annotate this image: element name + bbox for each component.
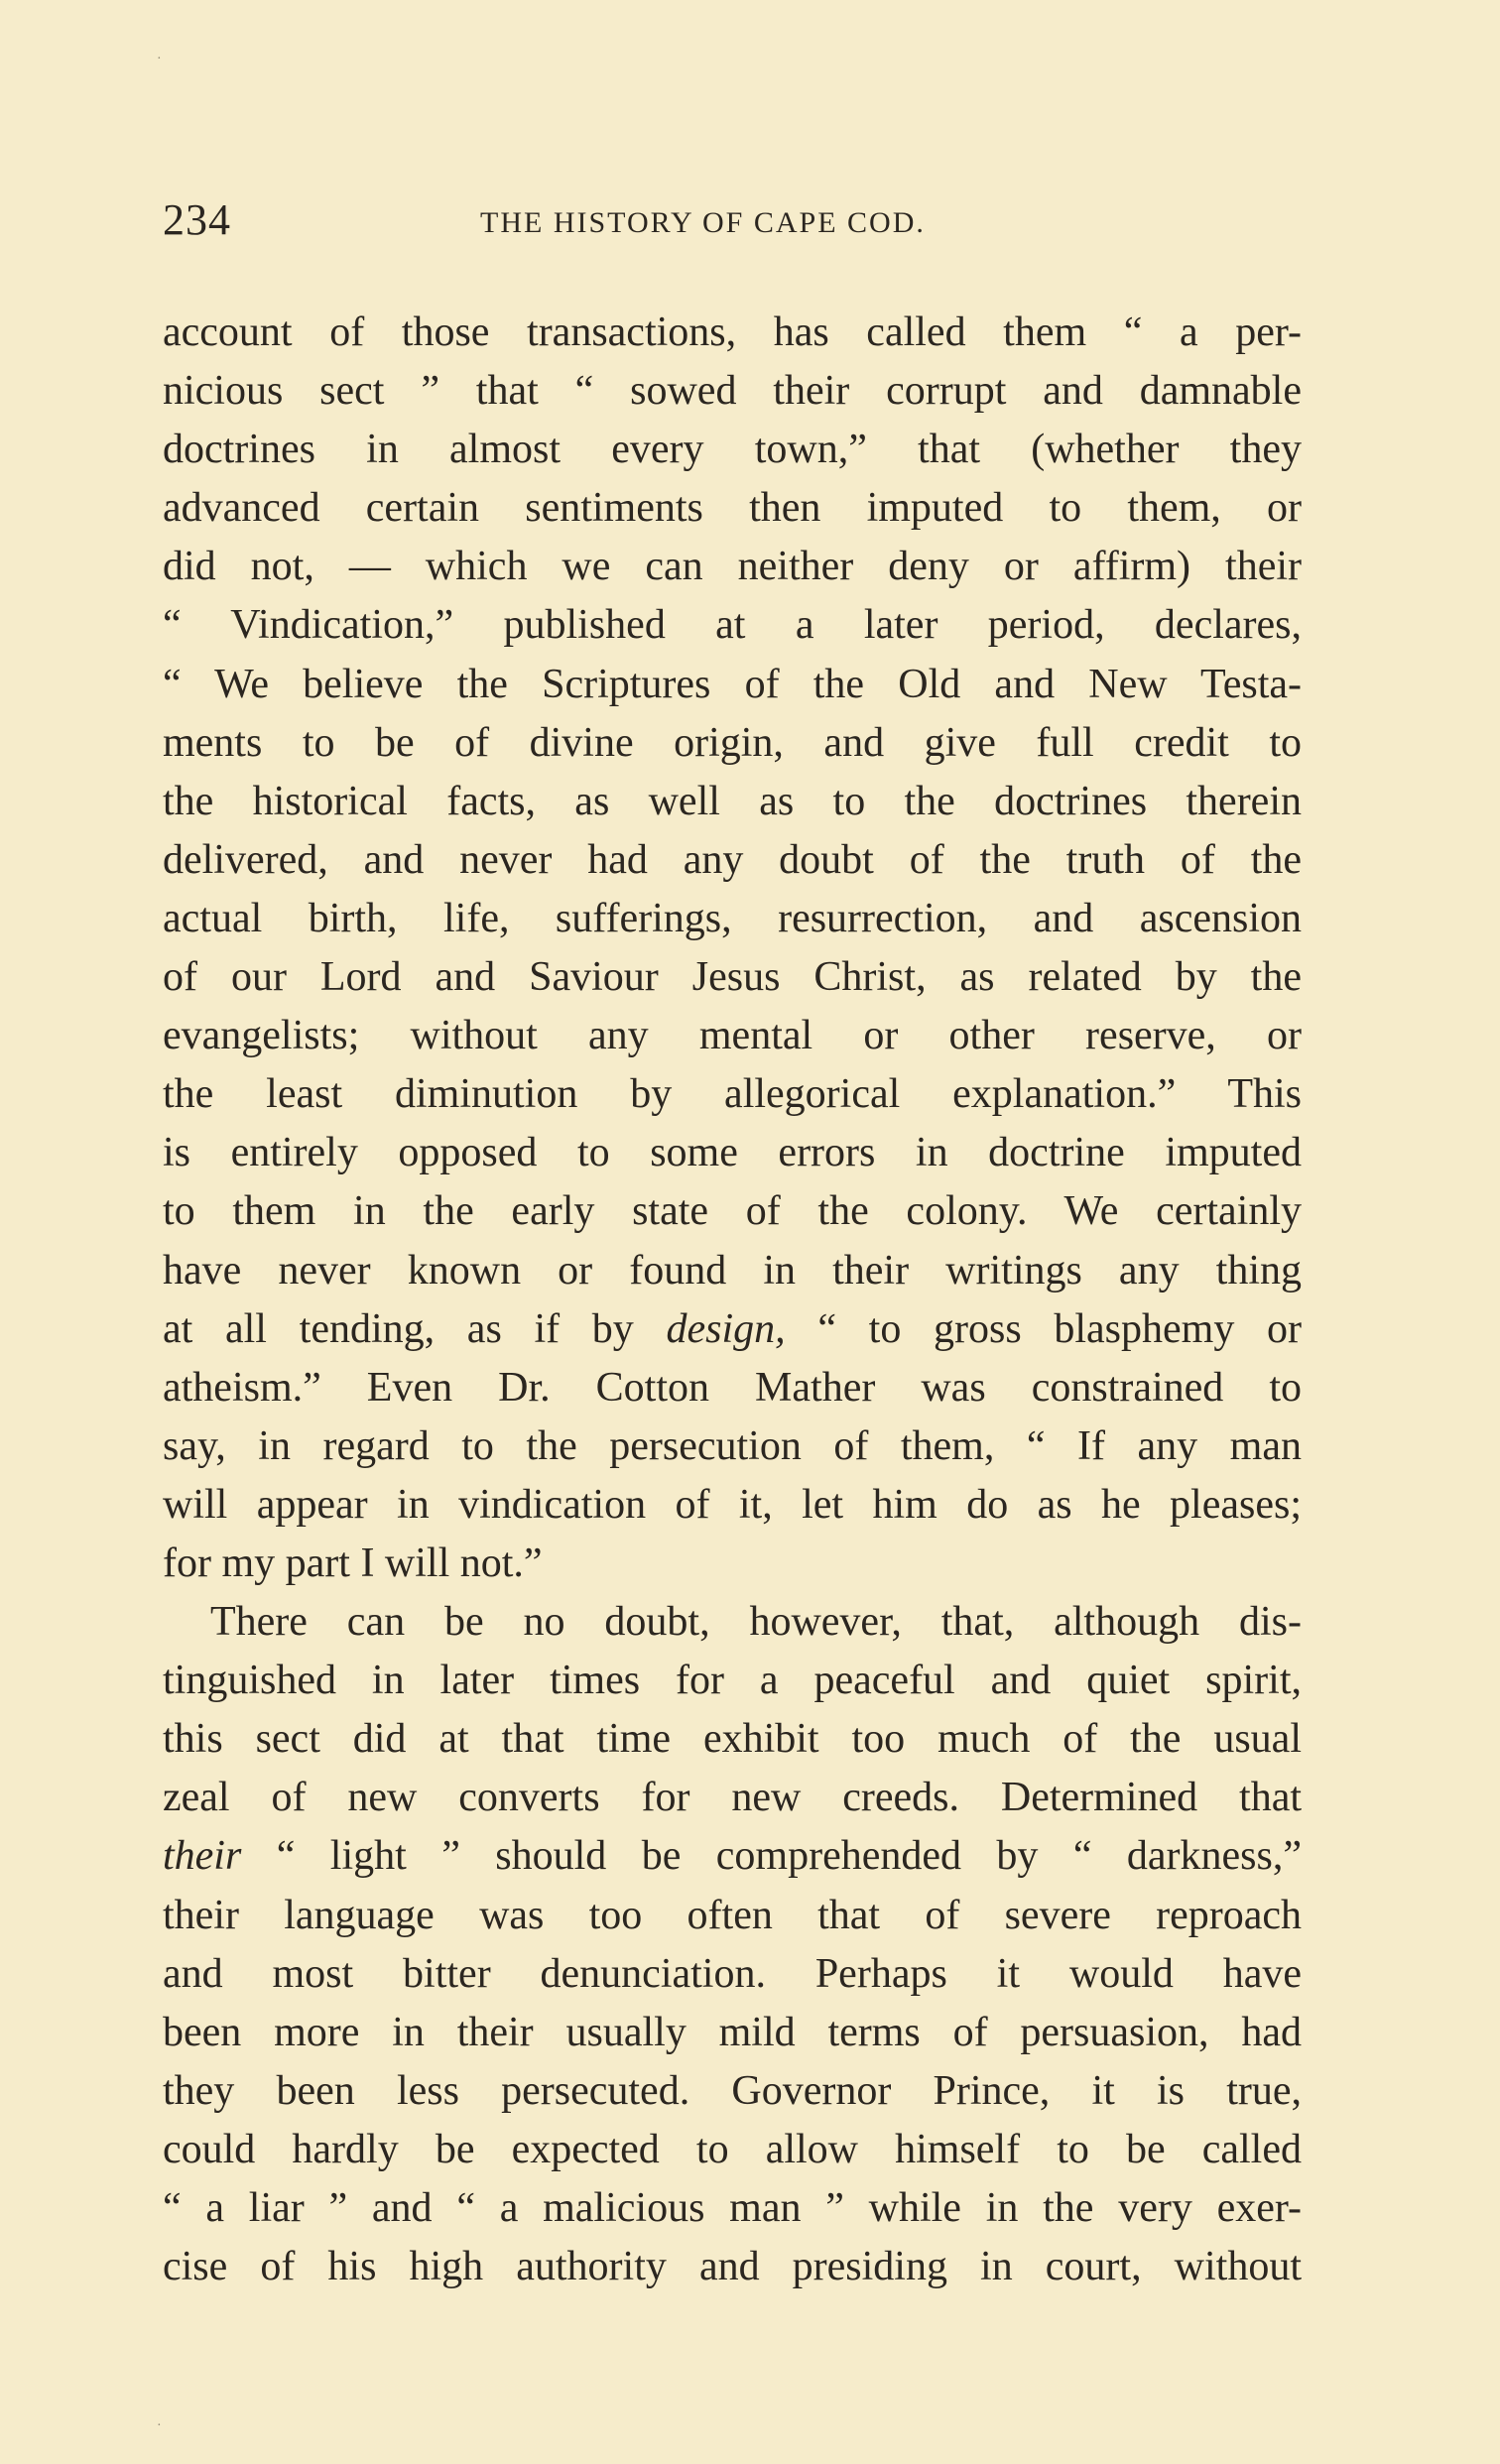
page-speck: · [157, 52, 162, 66]
text-line: advanced certain sentiments then imputed to them, or [163, 485, 1302, 532]
text-line [163, 1300, 1302, 1359]
page-number: 234 [163, 195, 231, 244]
text-line: actual birth, life, sufferings, resurrection, and ascension [163, 895, 1302, 941]
text-line: their language was too often that of severe reproach [163, 1892, 1302, 1938]
text-line: evangelists; without any mental or other reserve, or [163, 1013, 1302, 1059]
page-speck: · [157, 2418, 162, 2433]
text-segment: at all tending, as if by [163, 1305, 667, 1352]
text-line: for my part I will not.” [163, 1540, 543, 1586]
text-line: atheism.” Even Dr. Cotton Mather was constrained to [163, 1364, 1302, 1411]
text-line: say, in regard to the persecution of them, “ If any man [163, 1422, 1302, 1469]
text-line: could hardly be expected to allow himself to be called [163, 2126, 1302, 2172]
text-line: cise of his high authority and presiding in court, without [163, 2244, 1302, 2290]
text-segment: “ light ” should be comprehended by “ darkness,” [241, 1833, 1302, 1880]
italic-word: their [163, 1833, 242, 1880]
text-line: account of those transactions, has called them “ a per- [163, 309, 1302, 355]
text-line: they been less persecuted. Governor Prince, it is true, [163, 2067, 1302, 2114]
text-line: “ a liar ” and “ a malicious man ” while in the very exer- [163, 2185, 1302, 2231]
running-head [163, 194, 1302, 254]
text-line: is entirely opposed to some errors in doctrine imputed [163, 1130, 1302, 1176]
text-line: nicious sect ” that “ sowed their corrupt and damnable [163, 368, 1302, 415]
text-line: delivered, and never had any doubt of the truth of the [163, 836, 1302, 883]
text-line: “ We believe the Scriptures of the Old and New Testa- [163, 661, 1302, 707]
text-line: will appear in vindication of it, let him do as he pleases; [163, 1481, 1302, 1528]
text-line: this sect did at that time exhibit too much of the usual [163, 1716, 1302, 1763]
text-line: “ Vindication,” published at a later period, declares, [163, 602, 1302, 649]
paragraph-first-line: There can be no doubt, however, that, although dis- [210, 1599, 1302, 1646]
text-line: doctrines in almost every town,” that (whether they [163, 427, 1302, 473]
running-title: THE HISTORY OF CAPE COD. [480, 206, 926, 239]
text-line: did not, — which we can neither deny or affirm) their [163, 544, 1302, 590]
text-line: of our Lord and Saviour Jesus Christ, as related by the [163, 954, 1302, 1001]
text-line: zeal of new converts for new creeds. Determined that [163, 1775, 1302, 1821]
text-line: to them in the early state of the colony. We certainly [163, 1188, 1302, 1235]
text-line: have never known or found in their writings any thing [163, 1247, 1302, 1294]
body-text [163, 304, 1302, 2296]
italic-word: design, [666, 1305, 786, 1352]
text-segment: “ to gross blasphemy or [785, 1305, 1302, 1352]
text-line: the least diminution by allegorical explanation.” This [163, 1071, 1302, 1118]
text-line: the historical facts, as well as to the doctrines therein [163, 778, 1302, 824]
text-line: and most bitter denunciation. Perhaps it would have [163, 1950, 1302, 1997]
text-line: tinguished in later times for a peaceful and quiet spirit, [163, 1658, 1302, 1704]
text-line [163, 1827, 1302, 1886]
text-line: ments to be of divine origin, and give full credit to [163, 719, 1302, 766]
text-line: been more in their usually mild terms of persuasion, had [163, 2009, 1302, 2055]
